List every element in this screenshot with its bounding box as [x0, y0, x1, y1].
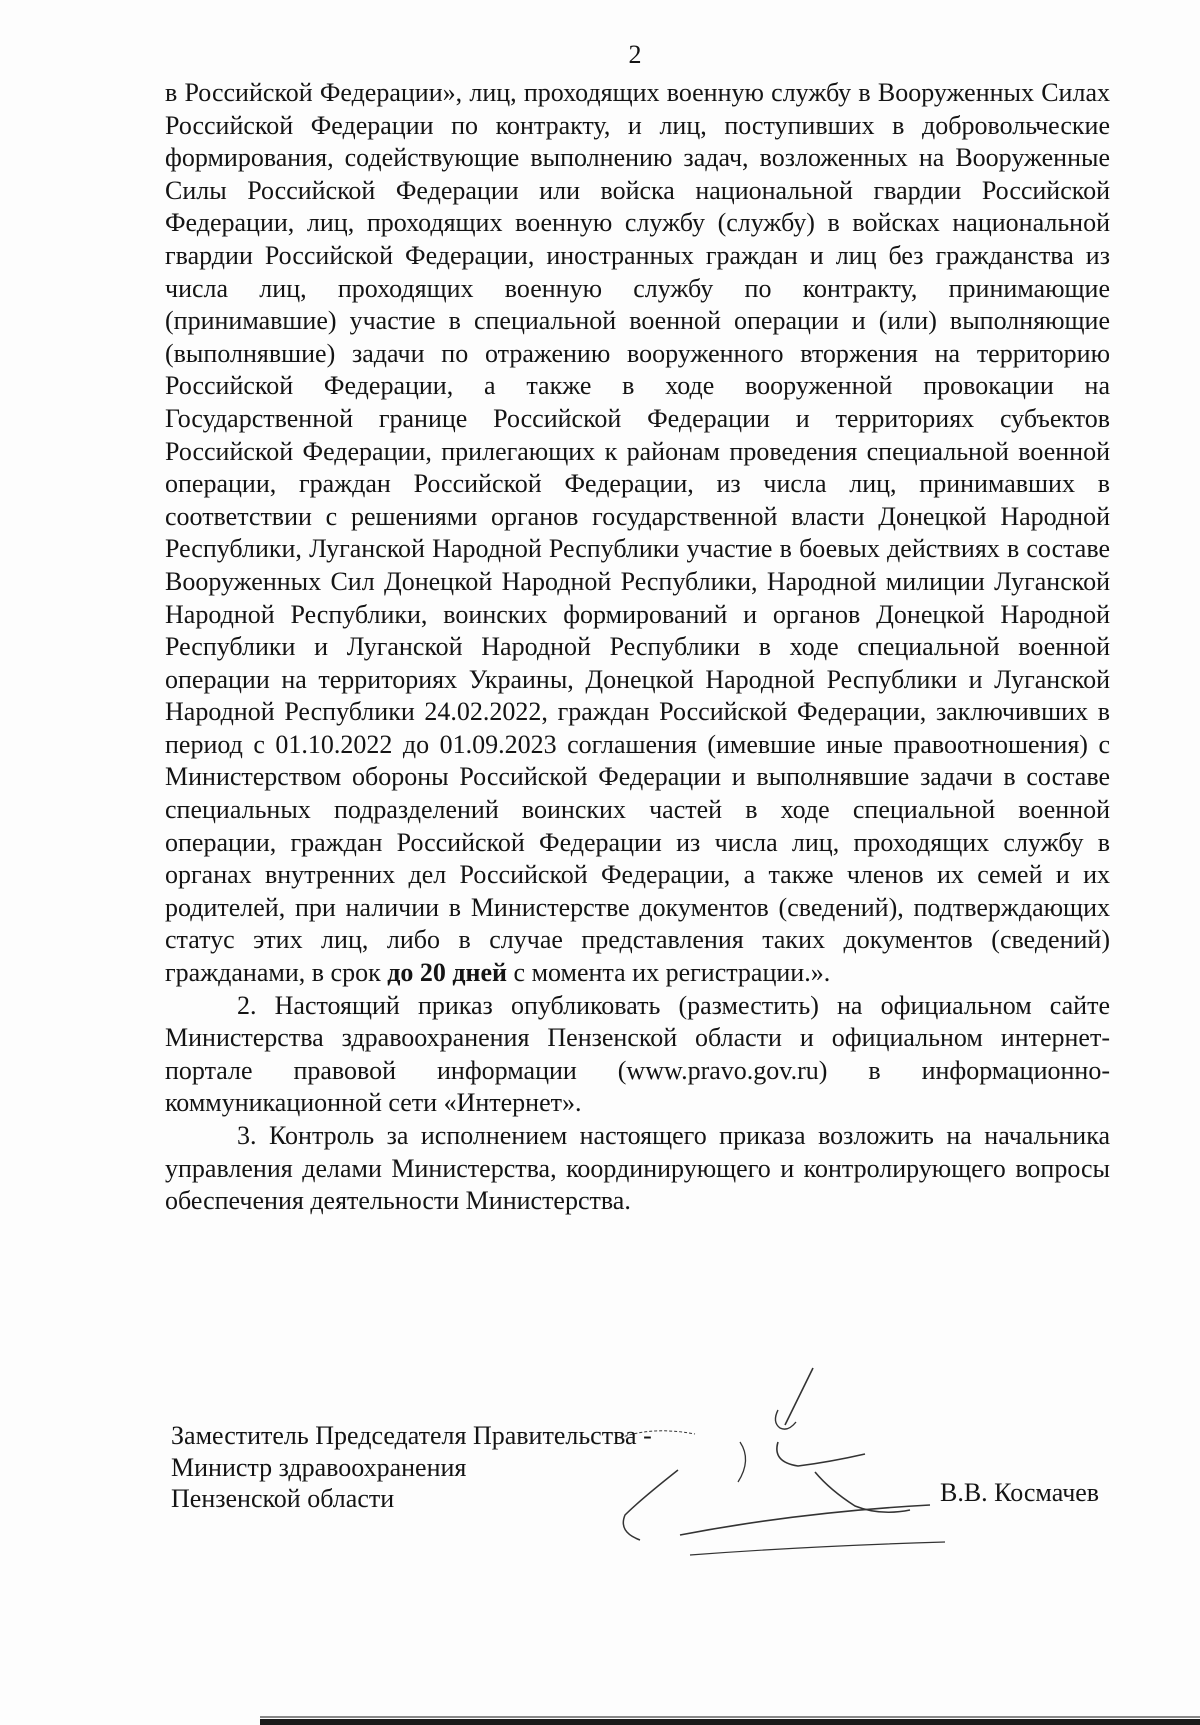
- paragraph-item-3: 3. Контроль за исполнением настоящего приказа возложить на начальника управления делами Министерства, координирующего и контролирующего вопросы обеспечения деятельности Министерства.: [165, 1121, 1110, 1216]
- deadline-emphasis: до 20 дней: [387, 958, 508, 988]
- scan-edge-border: [260, 1716, 1200, 1725]
- document-body: [165, 77, 1110, 1218]
- page-number: 2: [628, 40, 642, 69]
- signature-position-line: Министр здравоохранения: [171, 1452, 467, 1482]
- paragraph-continuation: [165, 77, 1110, 990]
- paragraph-continuation-text: в Российской Федерации», лиц, проходящих военную службу в Вооруженных Силах Российской Федерации по контракту, и лиц, поступивших в добровольческие формирования, содействующие выполнению задач, возложенных на Вооруженные Силы Российской Федерации или войска национальной гвардии Российской Федерации, лиц, проходящих военную службу (службу) в войсках национальной гвардии Российской Федерации, иностранных граждан и лиц без гражданства из числа лиц, проходящих военную службу по контракту, принимающие (принимавшие) участие в специальной военной операции и (или) выполняющие (выполнявшие) задачи по отражению вооруженного вторжения на территорию Российской Федерации, а также в ходе вооруженной провокации на Государственной границе Российской Федерации и территориях субъектов Российской Федерации, прилегающих к районам проведения специальной военной операции, граждан Российской Федерации, из числа лиц, принимавших в соответствии с решениями органов государственной власти Донецкой Народной Республики, Луганской Народной Республики участие в боевых действиях в составе Вооруженных Сил Донецкой Народной Республики, Народной милиции Луганской Народной Республики, воинских формирований и органов Донецкой Народной Республики и Луганской Народной Республики в ходе специальной военной операции на территориях Украины, Донецкой Народной Республики и Луганской Народной Республики 24.02.2022, граждан Российской Федерации, заключивших в период с 01.10.2022 до 01.09.2023 соглашения (имевшие иные правоотношения) с Министерством обороны Российской Федерации и выполнявшие задачи в составе специальных подразделений воинских частей в ходе специальной военной операции, граждан Российской Федерации из числа лиц, проходящих службу в органах внутренних дел Российской Федерации, а также членов их семей и их родителей, при наличии в Министерстве документов (сведений), подтверждающих статус этих лиц, либо в случае представления таких документов (сведений) гражданами, в срок: [165, 78, 1110, 988]
- signature-position: [171, 1420, 652, 1515]
- handwritten-signature: [600, 1350, 1000, 1560]
- paragraph-item-2: 2. Настоящий приказ опубликовать (разместить) на официальном сайте Министерства здравоохранения Пензенской области и официальном интернет-портале правовой информации (www.pravo.gov.ru) в информационно-коммуникационной сети «Интернет».: [165, 990, 1110, 1118]
- paragraph-continuation-tail: с момента их регистрации.».: [513, 958, 831, 988]
- signer-name: В.В. Космачев: [940, 1478, 1100, 1507]
- signature-position-line: Заместитель Председателя Правительства -: [171, 1421, 652, 1450]
- signature-position-line: Пензенской области: [171, 1484, 395, 1513]
